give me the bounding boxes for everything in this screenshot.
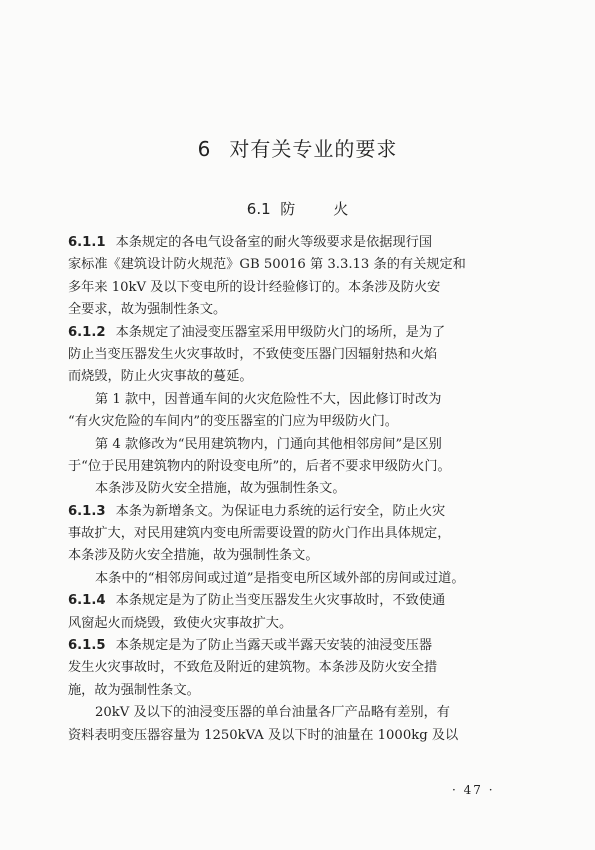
clause-line — [68, 232, 520, 254]
clause-line: 风窗起火而烧毁，致使火灾事故扩大。 — [68, 615, 293, 631]
paragraph-line: 资料表明变压器容量为 1250kVA 及以下时的油量在 1000kg 及以 — [68, 727, 459, 743]
clause-line: 多年来 10kV 及以下变电所的设计经验修订的。本条涉及防火安 — [68, 279, 441, 295]
section-title-b: 火 — [333, 200, 349, 218]
clause-line: 事故扩大，对民用建筑内变电所需要设置的防火门作出具体规定， — [68, 526, 451, 542]
chapter-title — [0, 133, 595, 162]
paragraph-line: 第 4 款修改为“民用建筑物内，门通向其他相邻房间”是区别 — [95, 436, 442, 452]
clause-line: 发生火灾事故时，不致危及附近的建筑物。本条涉及防火安全措 — [68, 660, 438, 676]
clause-line: 全要求，故为强制性条文。 — [68, 302, 227, 318]
clause-line — [68, 590, 520, 612]
clause-number: 6.1.5 — [68, 638, 106, 654]
paragraph-line: “有火灾危险的车间内”的变压器室的门应为甲级防火门。 — [68, 414, 398, 430]
chapter-title-text: 对有关专业的要求 — [229, 137, 398, 161]
clause-line: 而烧毁，防止火灾事故的蔓延。 — [68, 369, 253, 385]
section-title — [0, 198, 595, 219]
clause-number: 6.1.1 — [68, 235, 106, 250]
clause-line — [68, 322, 520, 344]
clause-line: 防止当变压器发生火灾事故时，不致使变压器门因辐射热和火焰 — [68, 346, 438, 362]
chapter-number: 6 — [197, 137, 212, 161]
clause-line: 本条涉及防火安全措施，故为强制性条文。 — [68, 548, 319, 564]
page-number: · 47 · — [452, 783, 495, 797]
clause-line — [68, 635, 520, 657]
clause-line — [68, 501, 520, 523]
section-title-a: 防 — [280, 200, 296, 218]
section-number: 6.1 — [246, 200, 271, 218]
document-body — [68, 232, 520, 747]
clause-line: 家标准《建筑设计防火规范》GB 50016 第 3.3.13 条的有关规定和 — [68, 257, 466, 273]
clause-number: 6.1.4 — [68, 593, 106, 609]
clause-text: 本条规定的各电气设备室的耐火等级要求是依据现行国 — [115, 235, 433, 250]
paragraph-line: 第 1 款中，因普通车间的火灾危险性不大，因此修订时改为 — [95, 391, 442, 407]
paragraph-line: 本条涉及防火安全措施，故为强制性条文。 — [95, 481, 346, 497]
paragraph-line: 于“位于民用建筑物内的附设变电所”的，后者不要求甲级防火门。 — [68, 458, 451, 474]
clause-number: 6.1.3 — [68, 503, 106, 519]
clause-text: 本条规定是为了防止当露天或半露天安装的油浸变压器 — [115, 638, 433, 654]
clause-line: 施，故为强制性条文。 — [68, 682, 200, 698]
clause-text: 本条为新增条文。为保证电力系统的运行安全，防止火灾 — [115, 503, 446, 519]
paragraph-line: 20kV 及以下的油浸变压器的单台油量各厂产品略有差别，有 — [95, 705, 450, 721]
clause-text: 本条规定了油浸变压器室采用甲级防火门的场所，是为了 — [115, 324, 446, 340]
clause-text: 本条规定是为了防止当变压器发生火灾事故时，不致使通 — [115, 593, 446, 609]
paragraph-line: 本条中的“相邻房间或过道”是指变电所区域外部的房间或过道。 — [95, 570, 465, 586]
clause-number: 6.1.2 — [68, 324, 106, 340]
